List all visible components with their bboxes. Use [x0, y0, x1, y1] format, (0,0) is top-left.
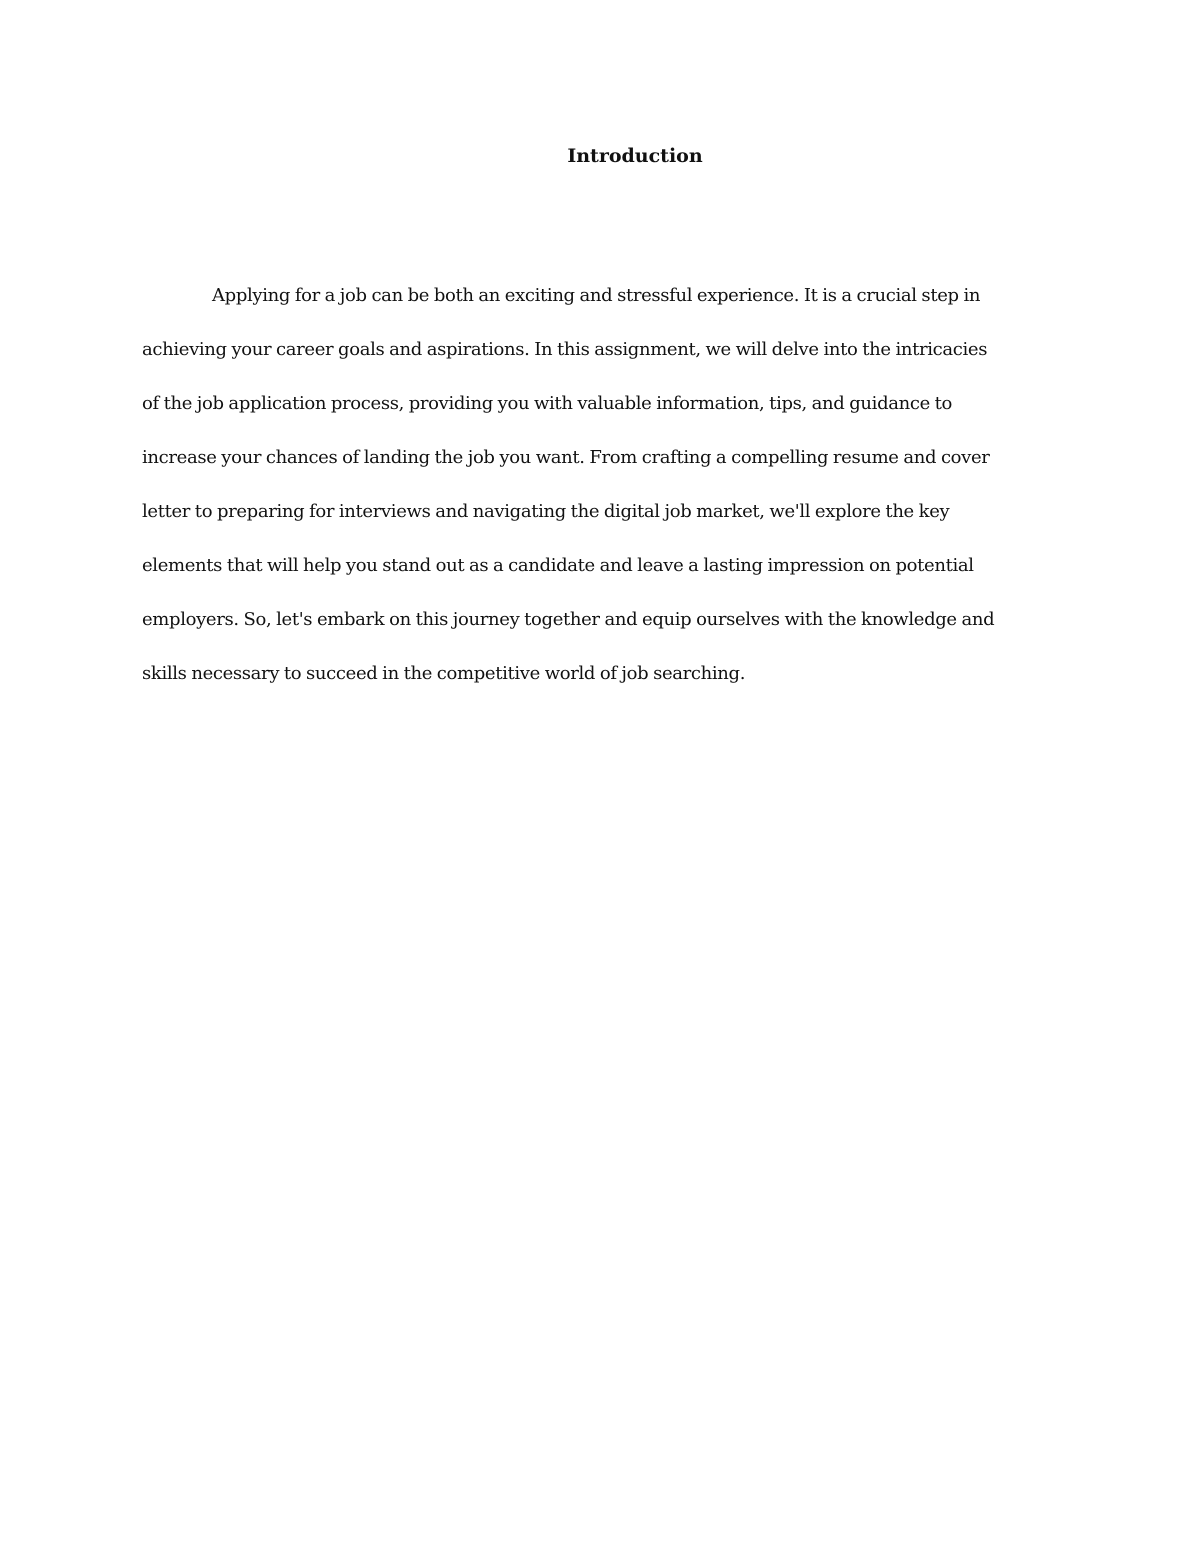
paragraph-line: of the job application process, providing you with valuable information, tips, and guidance to	[142, 393, 953, 414]
paragraph-line: elements that will help you stand out as a candidate and leave a lasting impression on potential	[142, 555, 974, 576]
paragraph-line: letter to preparing for interviews and navigating the digital job market, we'll explore the key	[142, 501, 950, 522]
paragraph-line: increase your chances of landing the job you want. From crafting a compelling resume and cover	[142, 447, 990, 468]
paragraph-line: achieving your career goals and aspirations. In this assignment, we will delve into the intricacies	[142, 339, 988, 360]
page-title: Introduction	[567, 145, 703, 167]
paragraph-line: Applying for a job can be both an exciting and stressful experience. It is a crucial step in	[212, 285, 981, 306]
paragraph-line: employers. So, let's embark on this journey together and equip ourselves with the knowledge and	[142, 609, 995, 630]
paragraph-line: skills necessary to succeed in the competitive world of job searching.	[142, 663, 746, 684]
